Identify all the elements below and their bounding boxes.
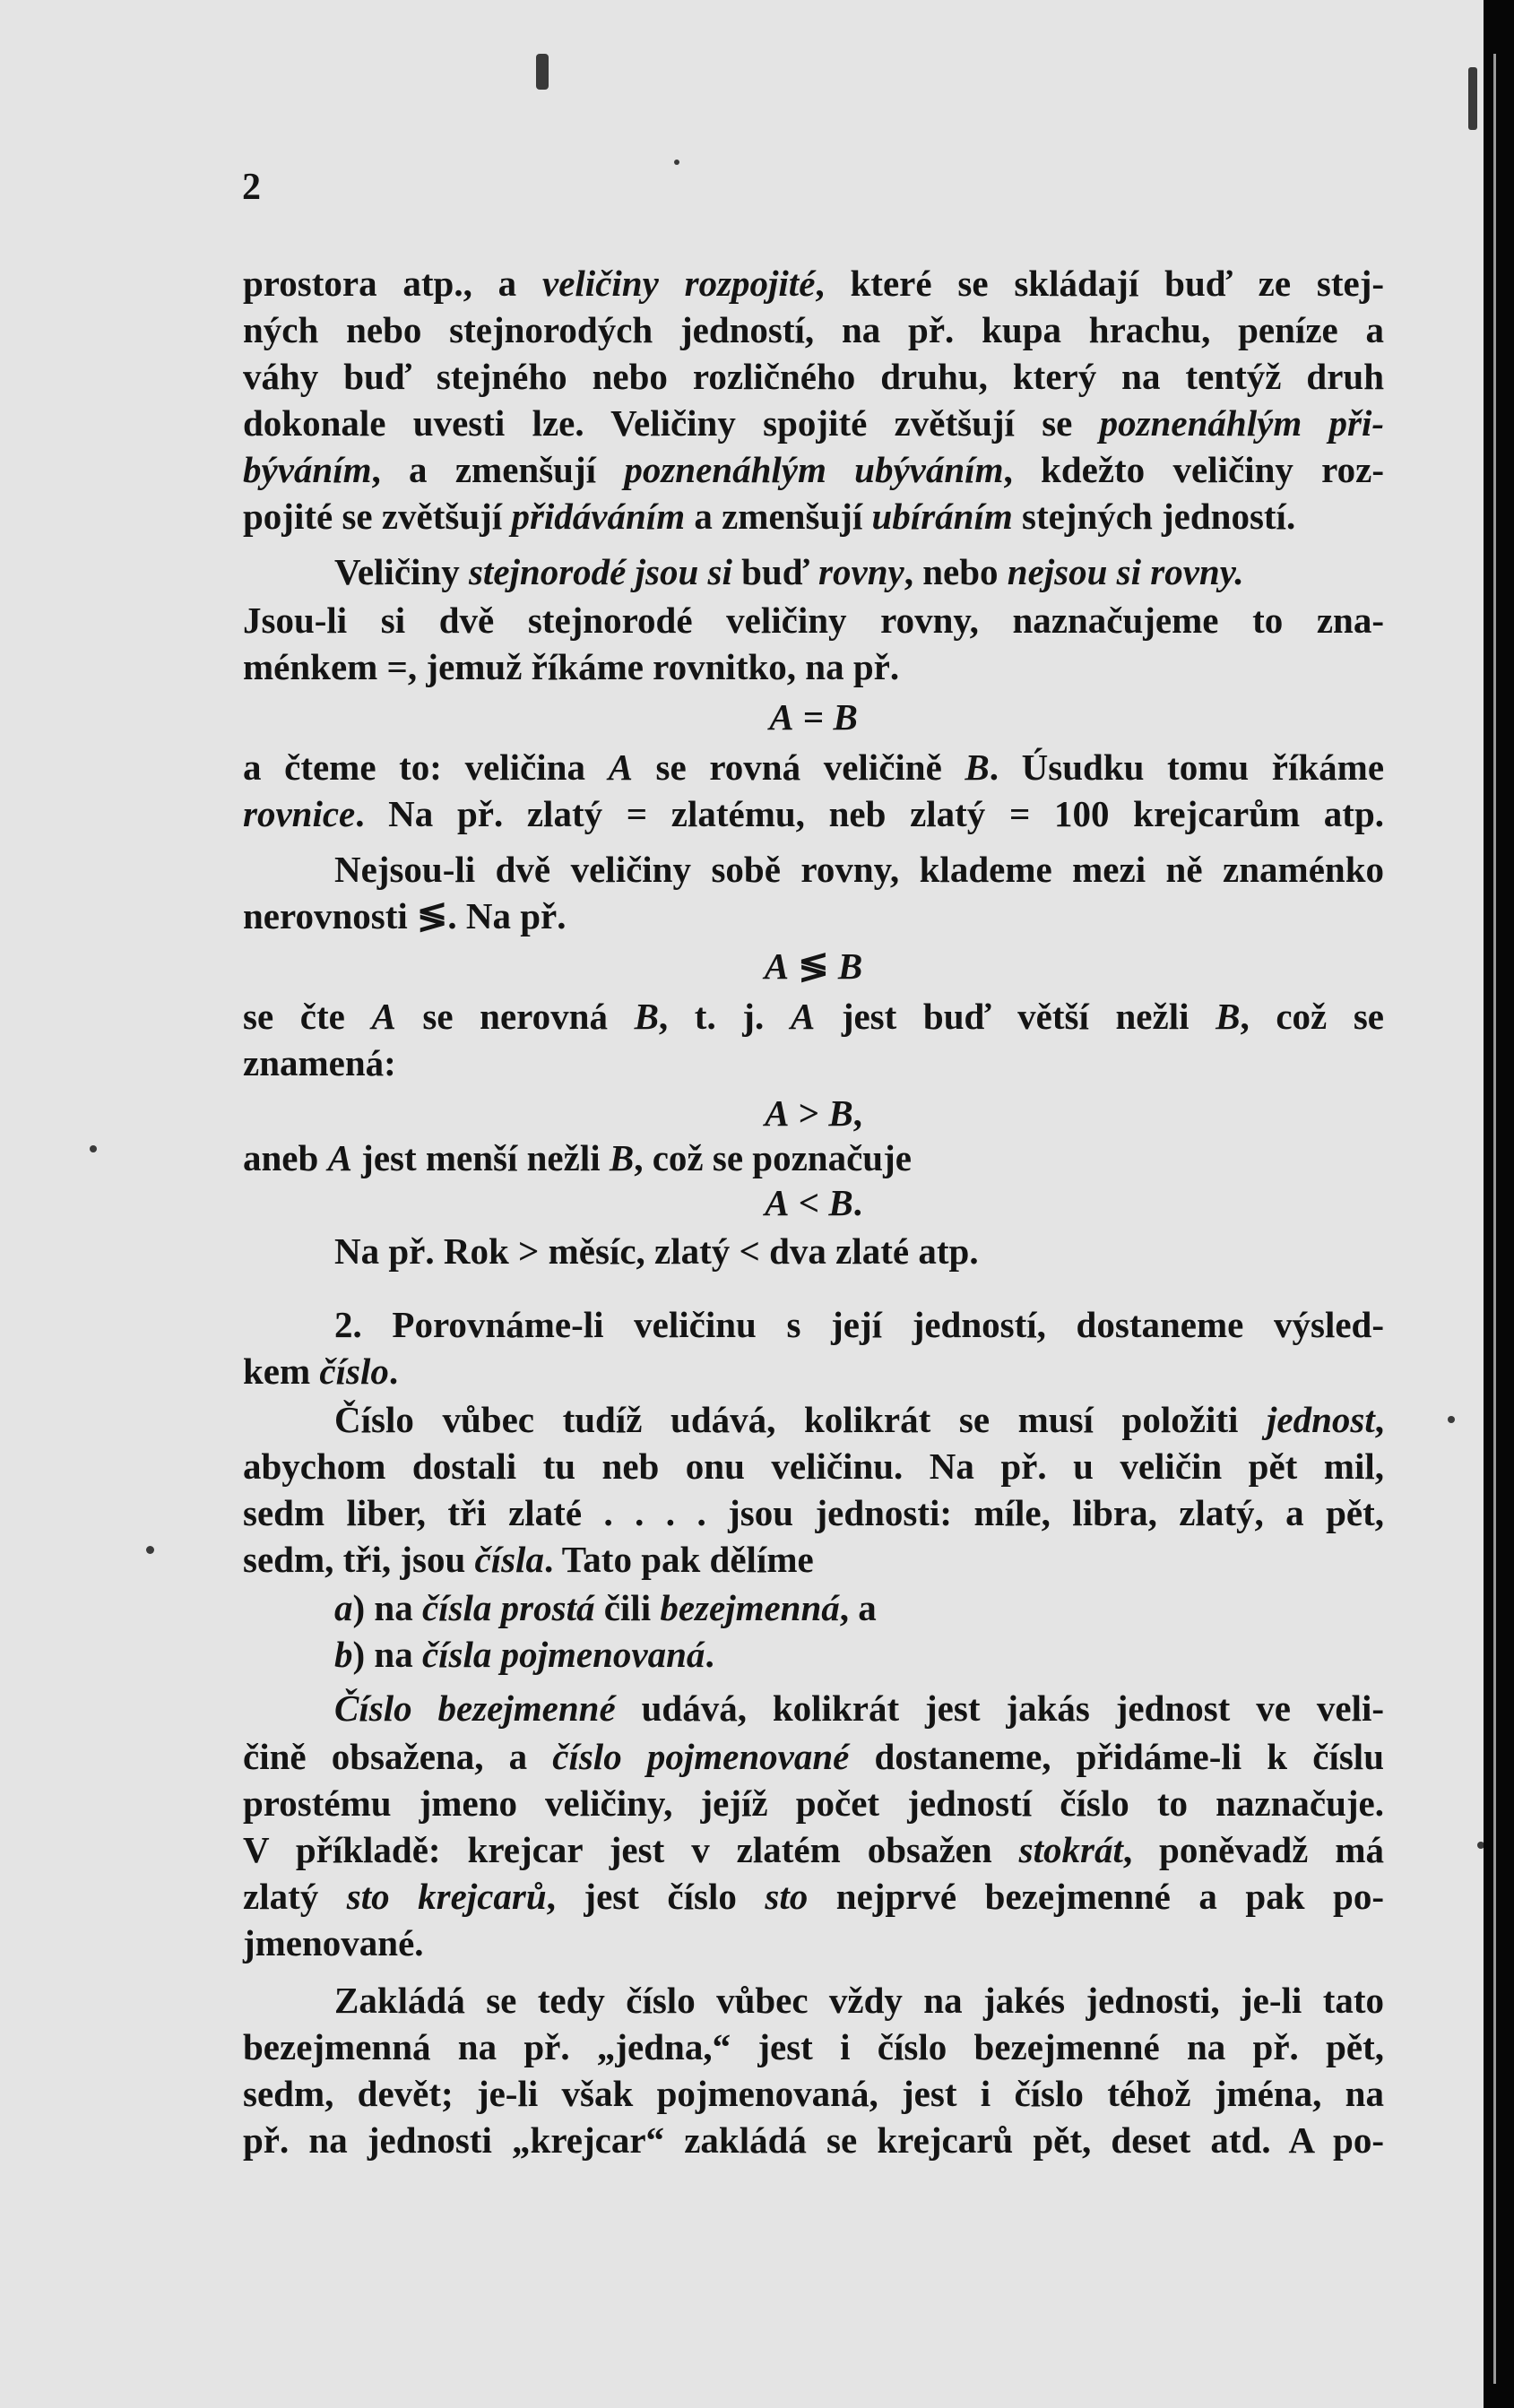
text-line: Veličiny stejnorodé jsou si buď rovny, nebo nejsou si rovny. (334, 551, 1244, 592)
page-number: 2 (242, 167, 261, 208)
text-line: Nejsou-li dvě veličiny sobě rovny, klademe mezi ně znaménko (334, 849, 1384, 890)
list-item: a) na čísla prostá čili bezejmenná, a (334, 1587, 877, 1628)
text-line: sedm liber, tři zlaté . . . . jsou jednosti: míle, libra, zlatý, a pět, (243, 1492, 1384, 1533)
equation: A > B, (765, 1092, 862, 1134)
equation: A ≶ B (764, 945, 863, 987)
page-blemish (536, 54, 549, 90)
text-line: dokonale uvesti lze. Veličiny spojité zvětšují se poznenáhlým při- (243, 402, 1384, 444)
text-line: znamená: (243, 1042, 396, 1083)
text-line: Zakládá se tedy číslo vůbec vždy na jakés jednosti, je-li tato (334, 1980, 1384, 2021)
text-line: bezejmenná na př. „jedna,“ jest i číslo bezejmenné na př. pět, (243, 2026, 1384, 2067)
text-line: a čteme to: veličina A se rovná veličině B. Úsudku tomu říkáme (243, 747, 1385, 788)
text-line: pojité se zvětšují přidáváním a zmenšují ubíráním stejných jedností. (243, 496, 1296, 537)
text-line: Číslo bezejmenné udává, kolikrát jest jakás jednost ve veli- (334, 1687, 1385, 1729)
text-line: býváním, a zmenšují poznenáhlým ubýváním, kdežto veličiny roz- (243, 449, 1384, 490)
page-blemish (1468, 67, 1477, 130)
text-line: váhy buď stejného nebo rozličného druhu, který na tentýž druh (243, 356, 1384, 397)
text-line: abychom dostali tu neb onu veličinu. Na př. u veličin pět mil, (243, 1446, 1384, 1487)
text-line: ných nebo stejnorodých jedností, na př. kupa hrachu, peníze a (243, 309, 1384, 350)
text-line: sedm, tři, jsou čísla. Tato pak dělíme (243, 1539, 814, 1580)
equation: A = B (769, 696, 858, 738)
text-line: čině obsažena, a číslo pojmenované dostaneme, přidáme-li k číslu (243, 1736, 1384, 1777)
text-line: zlatý sto krejcarů, jest číslo sto nejprvé bezejmenné a pak po- (243, 1876, 1384, 1917)
text-line: Jsou-li si dvě stejnorodé veličiny rovny, naznačujeme to zna- (243, 600, 1384, 641)
text-line: Číslo vůbec tudíž udává, kolikrát se musí položiti jednost, (334, 1399, 1384, 1440)
text-line: se čte A se nerovná B, t. j. A jest buď větší nežli B, což se (243, 996, 1385, 1037)
text-line: kem číslo. (243, 1351, 399, 1392)
text-line: sedm, devět; je-li však pojmenovaná, jest i číslo téhož jména, na (243, 2073, 1384, 2114)
text-line: V příkladě: krejcar jest v zlatém obsažen stokrát, poněvadž má (243, 1829, 1384, 1870)
scan-edge (1484, 0, 1514, 2408)
text-line: rovnice. Na př. zlatý = zlatému, neb zlatý = 100 krejcarům atp. (243, 793, 1384, 834)
text-line: př. na jednosti „krejcar“ zakládá se krejcarů pět, deset atd. A po- (243, 2119, 1384, 2161)
text-line: aneb A jest menší nežli B, což se poznačuje (243, 1137, 912, 1178)
text-line: Na př. Rok > měsíc, zlatý < dva zlaté atp. (334, 1230, 979, 1272)
list-item: b) na čísla pojmenovaná. (334, 1634, 714, 1675)
page-blemish (1448, 1416, 1455, 1423)
text-line: nerovnosti ≶. Na př. (243, 895, 567, 936)
text-line: ménkem =, jemuž říkáme rovnitko, na př. (243, 646, 900, 687)
page-blemish (146, 1546, 154, 1554)
page-blemish (674, 160, 679, 165)
text-line: 2. Porovnáme-li veličinu s její jedností, dostaneme výsled- (334, 1304, 1384, 1345)
text-line: prostému jmeno veličiny, jejíž počet jedností číslo to naznačuje. (243, 1782, 1384, 1824)
text-line: prostora atp., a veličiny rozpojité, které se skládají buď ze stej- (243, 263, 1384, 304)
equation: A < B. (765, 1182, 862, 1223)
page-blemish (90, 1145, 97, 1152)
text-line: jmenované. (243, 1922, 424, 1964)
